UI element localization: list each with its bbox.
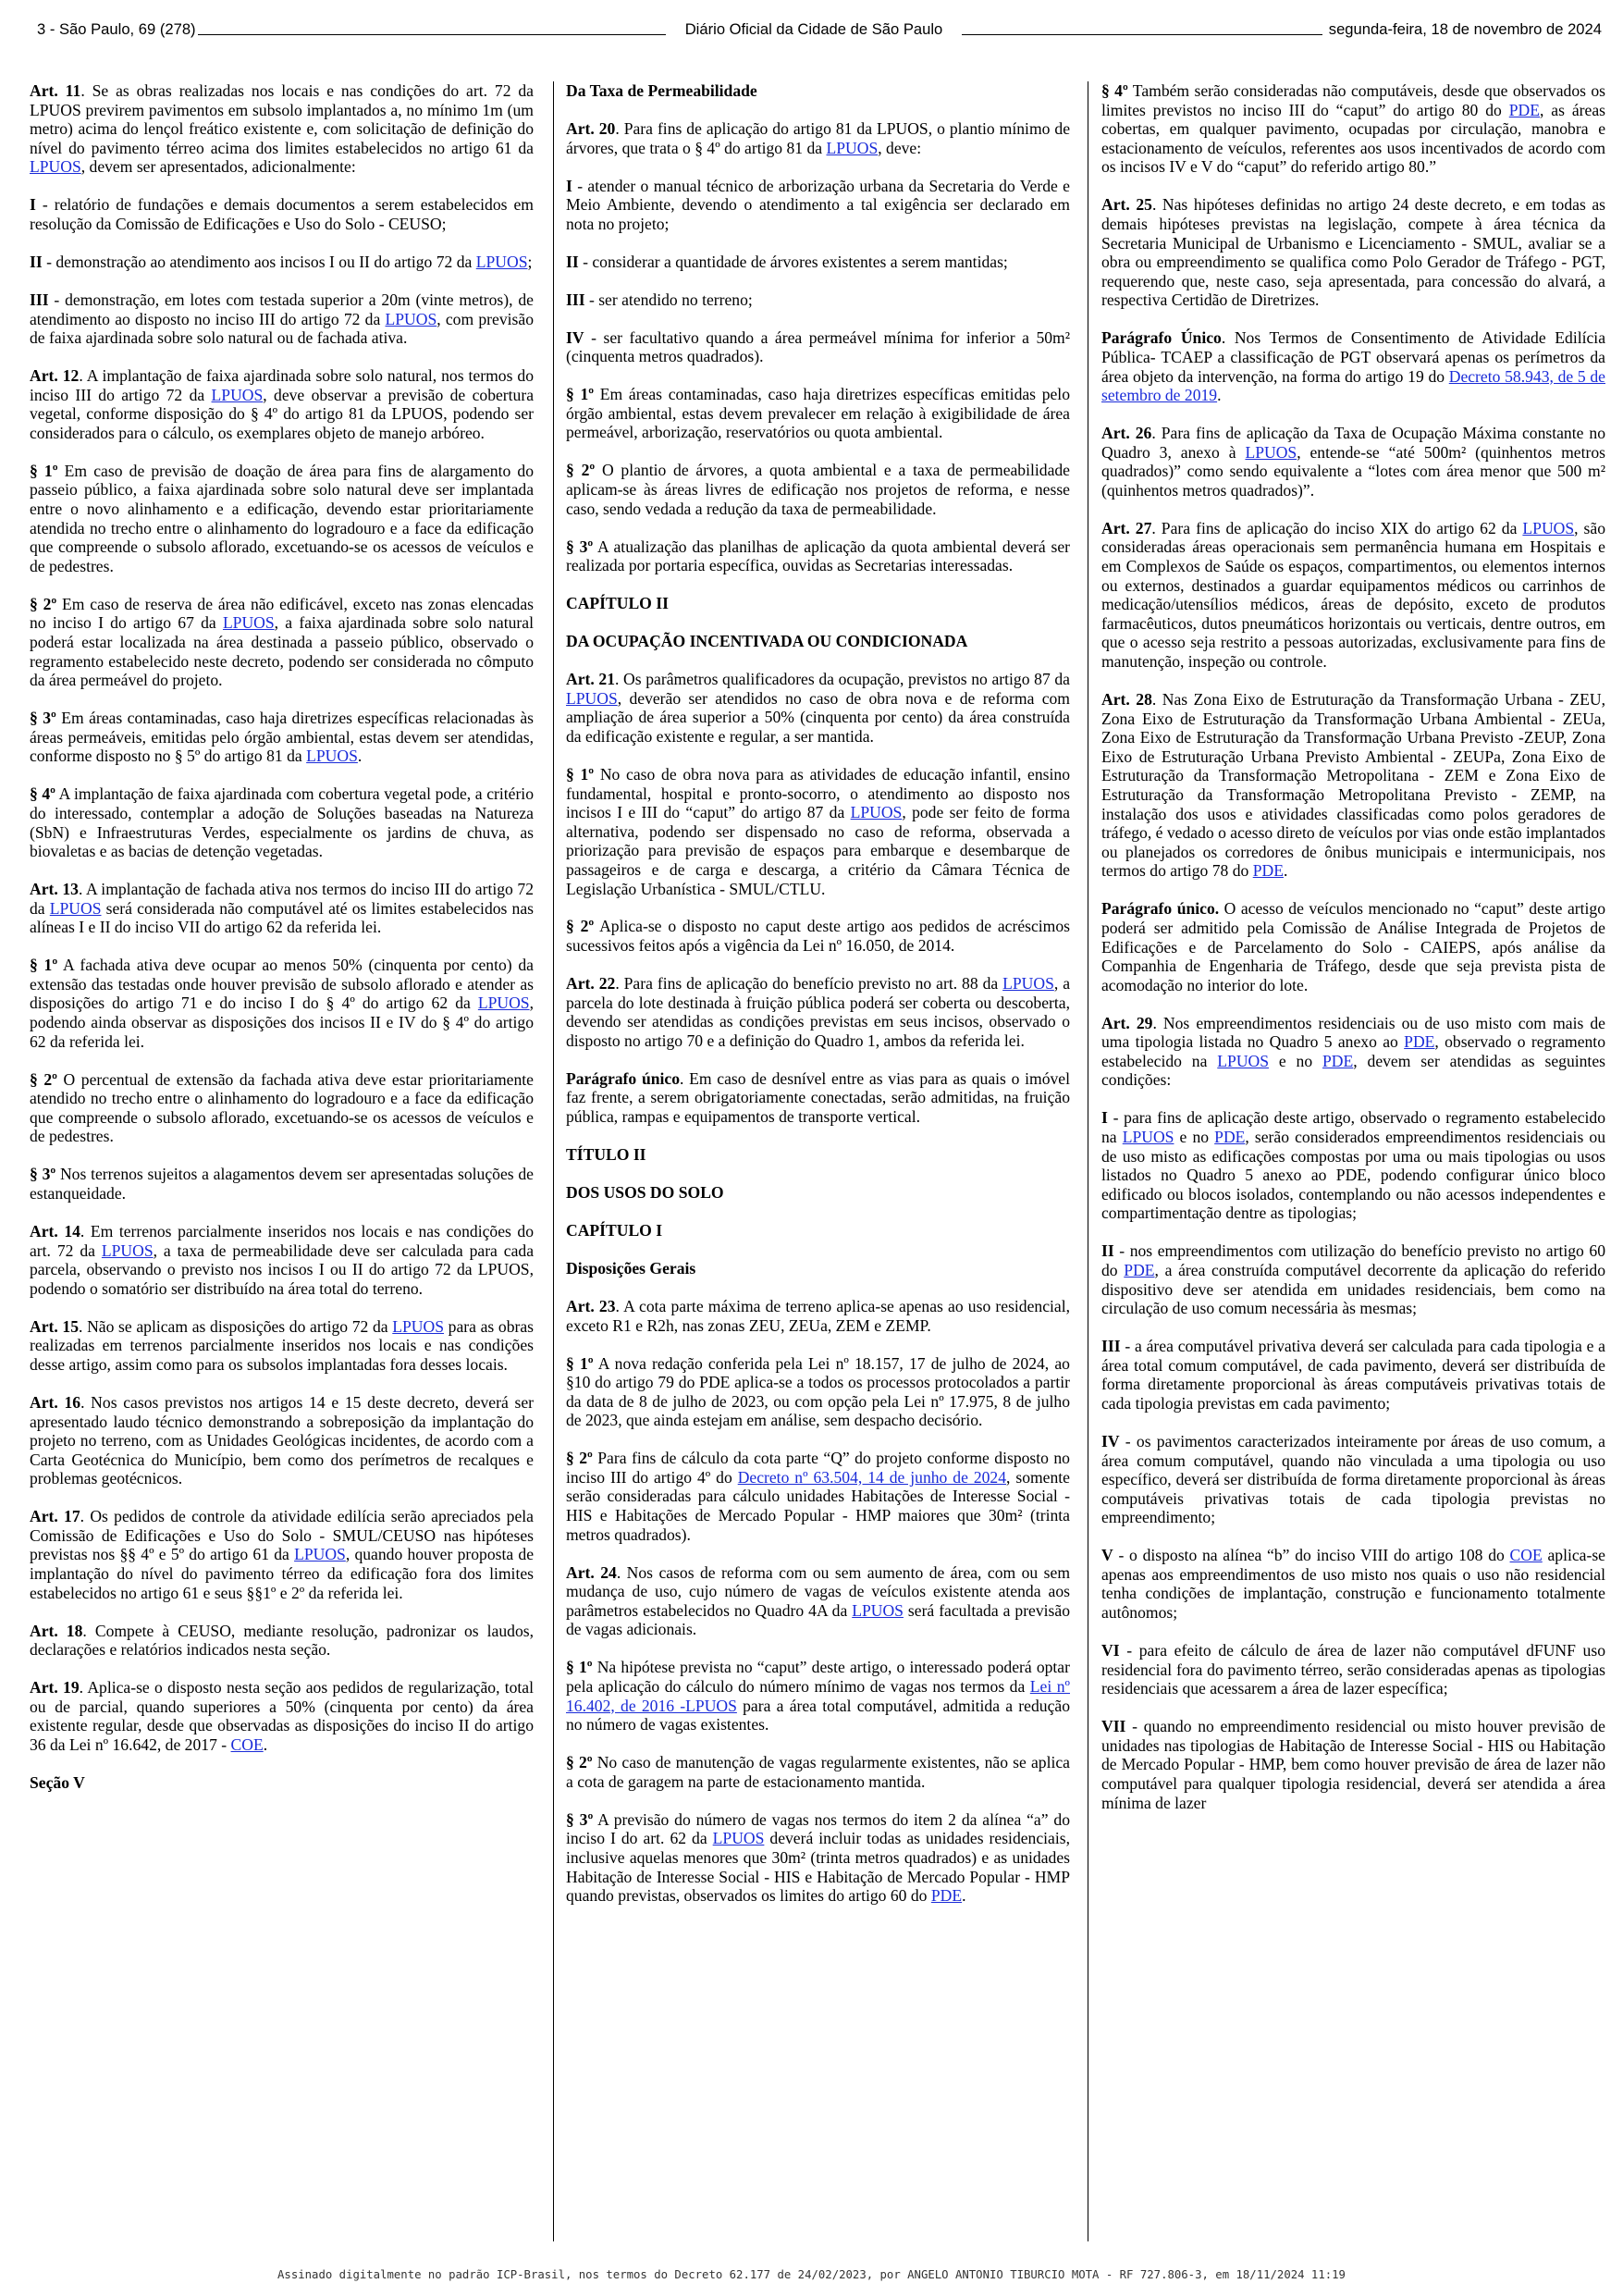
section-heading: DA OCUPAÇÃO INCENTIVADA OU CONDICIONADA xyxy=(566,632,968,651)
law-reference-link[interactable]: Decreto 58.943, de 5 de setembro de 2019 xyxy=(1101,366,1605,405)
paragraph-text: . Para fins de aplicação do inciso XIX do artigo 62 da xyxy=(1151,518,1523,537)
law-reference-link[interactable]: LPUOS xyxy=(475,252,528,271)
law-reference-link[interactable]: LPUOS xyxy=(1522,518,1575,537)
paragraph-text: , com previsão de faixa ajardinada sobre solo natural ou de fachada ativa. xyxy=(30,309,534,348)
section-heading: CAPÍTULO II xyxy=(566,594,669,613)
article-paragraph xyxy=(566,253,1070,272)
paragraph-text: O plantio de árvores, a quota ambiental e a taxa de permeabilidade aplicam-se às áreas livres de edificação nos projetos de reforma, e nesse caso, sendo vedada a redução da taxa de permeabilidade. xyxy=(566,461,1070,518)
article-paragraph xyxy=(30,462,534,576)
law-reference-link[interactable]: LPUOS xyxy=(1217,1051,1270,1070)
law-reference-link[interactable]: LPUOS xyxy=(222,613,275,633)
law-reference-link[interactable]: Decreto nº 63.504, 14 de junho de 2024 xyxy=(737,1467,1007,1487)
paragraph-text: , deve observar a previsão de cobertura vegetal, conforme disposição do § 4º do artigo 81 da LPUOS, podendo ser considerados para o cálculo, os exemplares objeto de manejo arbóreo. xyxy=(30,385,534,442)
law-reference-link[interactable]: LPUOS xyxy=(392,1316,444,1336)
paragraph-text: Aplica-se o disposto no caput deste artigo aos pedidos de acréscimos sucessivos feitos após a vigência da Lei nº 16.050, de 2014. xyxy=(566,917,1070,956)
paragraph-text: , as áreas cobertas, em qualquer pavimento, ocupadas por circulação, manobra e estacionamento de veículos, referentes aos usos incentivados de acordo com os incisos IV e V do “caput” do referido artigo 80.” xyxy=(1101,100,1605,177)
paragraph-text: O percentual de extensão da fachada ativa deve estar prioritariamente atendido no trecho entre o alinhamento do logradouro e a face da edificação que compreende o subsolo aflorado, excetuando-se os acessos de veículos e de pedestres. xyxy=(30,1069,534,1146)
paragraph-text: . Os pedidos de controle da atividade edilícia serão apreciados pela Comissão de Edificações e Uso do Solo - SMUL/CEUSO nas hipóteses previstas nos §§ 4º e 5º do artigo 61 da xyxy=(30,1507,534,1564)
article-paragraph xyxy=(1101,1717,1605,1812)
article-number: § 2º xyxy=(30,1069,57,1089)
section-heading: CAPÍTULO I xyxy=(566,1220,663,1240)
article-paragraph xyxy=(566,119,1070,157)
paragraph-text: - a área computável privativa deverá ser calculada para cada tipologia e a área total comum computável, de cada pavimento, deverá ser distribuída de forma diretamente proporcional às áreas computáveis privativas totais de cada tipologia previstas em cada pavimento; xyxy=(1101,1337,1605,1413)
section-heading: DOS USOS DO SOLO xyxy=(566,1182,724,1202)
article-paragraph xyxy=(1101,81,1605,177)
article-paragraph xyxy=(566,974,1070,1050)
article-number: Art. 14 xyxy=(30,1221,80,1241)
article-number: Parágrafo único. xyxy=(1101,899,1220,919)
paragraph-text: . A implantação de fachada ativa nos termos do inciso III do artigo 72 da xyxy=(30,880,534,918)
law-reference-link[interactable]: LPUOS xyxy=(306,747,358,766)
paragraph-text: A fachada ativa deve ocupar ao menos 50% (cinquenta por cento) da extensão das testadas onde houver previsão de subsolo aflorado e atender as disposições do artigo 71 e do inciso I do § 4º do artigo 62 da xyxy=(30,956,534,1013)
paragraph-text: , deve: xyxy=(878,138,922,157)
article-paragraph xyxy=(30,709,534,766)
article-number: Art. 19 xyxy=(30,1678,80,1697)
article-paragraph xyxy=(1101,690,1605,881)
article-paragraph xyxy=(566,1069,1070,1127)
article-paragraph xyxy=(1101,899,1605,994)
article-number: § 2º xyxy=(566,1753,593,1772)
paragraph-text: Em caso de reserva de área não edificável, exceto nas zonas elencadas no inciso I do artigo 67 da xyxy=(30,594,534,633)
article-number: Art. 23 xyxy=(566,1296,616,1315)
paragraph-text: e no xyxy=(1269,1051,1323,1070)
law-reference-link[interactable]: PDE xyxy=(1322,1051,1354,1070)
article-number: I xyxy=(566,176,572,195)
article-number: Art. 24 xyxy=(566,1562,617,1582)
header-date: segunda-feira, 18 de novembro de 2024 xyxy=(1327,19,1602,41)
law-reference-link[interactable]: LPUOS xyxy=(294,1545,346,1564)
article-paragraph xyxy=(1101,1014,1605,1090)
article-number: IV xyxy=(566,327,584,347)
article-paragraph xyxy=(30,1222,534,1298)
article-number: Art. 28 xyxy=(1101,689,1152,709)
law-reference-link[interactable]: LPUOS xyxy=(211,385,264,404)
article-number: Art. 20 xyxy=(566,118,616,138)
article-number: Art. 17 xyxy=(30,1507,80,1526)
law-reference-link[interactable]: PDE xyxy=(1252,861,1284,881)
law-reference-link[interactable]: LPUOS xyxy=(850,803,903,822)
paragraph-text: Em áreas contaminadas, caso haja diretrizes específicas emitidas pelo órgão ambiental, estas devem prevalecer em relação à exigibilidade de área permeável, arborização, reservatórios ou quota ambiental. xyxy=(566,385,1070,442)
article-number: Art. 27 xyxy=(1101,518,1152,537)
article-paragraph xyxy=(566,670,1070,746)
article-paragraph xyxy=(566,1658,1070,1734)
paragraph-text: para as obras realizadas em terrenos parcialmente inseridos nos locais e nas condições desse artigo, assim como para os subsolos implantadas fora desses locais. xyxy=(30,1316,534,1374)
law-reference-link[interactable]: PDE xyxy=(1124,1260,1155,1279)
paragraph-text: . Em terrenos parcialmente inseridos nos locais e nas condições do art. 72 da xyxy=(30,1221,534,1260)
article-number: Art. 18 xyxy=(30,1621,83,1640)
paragraph-text: . Não se aplicam as disposições do artigo 72 da xyxy=(79,1316,393,1336)
paragraph-text: , são consideradas áreas operacionais sem permanência humana em Hospitais e em Complexos de Saúde os espaços, compartimentos, ou elementos internos ou externos, destinados a guardar equipamentos médicos ou carrinhos de medicação/utensílios médicos, áreas de depósito, exceto de produtos farmacêuticos, dutos pneumáticos horizontais ou verticais, dentre outros, em que o acesso seja restrito a pessoas autorizadas, exclusivamente para fins de manutenção, inspeção ou controle. xyxy=(1101,518,1605,671)
article-number: Art. 15 xyxy=(30,1316,80,1336)
article-paragraph xyxy=(566,290,1070,310)
paragraph-text: , serão considerados empreendimentos residenciais ou de uso misto as edificações compostas por uma ou mais tipologias ou usos listados no Quadro 5 anexo ao PDE, podendo configurar único bloco edificado ou blocos isolados, contemplando ou não acessos independentes e compartimentação dentre as tipologias; xyxy=(1101,1128,1605,1223)
paragraph-text: Em áreas contaminadas, caso haja diretrizes específicas relacionadas às áreas permeáveis, emitidas pelo órgão ambiental, estas devem ser atendidas, conforme disposto no § 5º do artigo 81 da xyxy=(30,709,534,766)
article-number: § 3º xyxy=(566,1809,594,1829)
paragraph-text: . Para fins de aplicação do benefício previsto no art. 88 da xyxy=(615,974,1003,994)
article-number: I xyxy=(1101,1108,1108,1128)
digital-signature-footer: Assinado digitalmente no padrão ICP-Brasil, nos termos do Decreto 62.177 de 24/02/2023, por ANGELO ANTONIO TIBURCIO MOTA - RF 727.806-3, em 18/11/2024 11:19 xyxy=(277,2268,1346,2281)
paragraph-text: A implantação de faixa ajardinada com cobertura vegetal pode, a critério do interessado, contemplar a adoção de Soluções baseadas na Natureza (SbN) e Infraestruturas Verdes, especialmente os jardins de chuva, as biovaletas e as bacias de detenção vegetadas. xyxy=(30,784,534,861)
article-number: Art. 25 xyxy=(1101,195,1152,215)
article-number: VII xyxy=(1101,1717,1126,1736)
law-reference-link[interactable]: LPUOS xyxy=(712,1829,765,1848)
law-reference-link[interactable]: LPUOS xyxy=(385,309,437,328)
article-number: § 1º xyxy=(30,461,58,480)
article-number: § 1º xyxy=(566,764,595,784)
article-number: III xyxy=(1101,1337,1121,1356)
article-number: Parágrafo único xyxy=(566,1068,681,1088)
article-paragraph xyxy=(1101,1108,1605,1223)
article-paragraph xyxy=(30,880,534,937)
paragraph-text: , podendo ainda observar as disposições dos incisos II e IV do § 4º do artigo 62 da referida lei. xyxy=(30,994,534,1051)
article-number: Art. 12 xyxy=(30,366,80,386)
article-number: Art. 16 xyxy=(30,1392,81,1412)
article-paragraph xyxy=(30,1317,534,1375)
law-reference-link[interactable]: LPUOS xyxy=(30,157,81,177)
paragraph-text: - nos empreendimentos com utilização do benefício previsto no artigo 60 do xyxy=(1101,1241,1605,1279)
article-number: Art. 22 xyxy=(566,974,616,994)
article-number: IV xyxy=(1101,1431,1120,1450)
article-paragraph xyxy=(566,537,1070,575)
article-paragraph xyxy=(1101,1546,1605,1622)
paragraph-text: . xyxy=(1217,386,1222,405)
paragraph-text: , somente serão consideradas para cálculo unidades Habitações de Interesse Social - HIS e Habitações de Mercado Popular - HMP maiores que 30m² (trinta metros quadrados). xyxy=(566,1467,1070,1544)
article-number: Art. 26 xyxy=(1101,424,1152,443)
article-paragraph xyxy=(30,595,534,690)
law-reference-link[interactable]: COE xyxy=(230,1735,264,1754)
article-number: Art. 11 xyxy=(30,81,81,100)
section-heading: TÍTULO II xyxy=(566,1145,646,1164)
article-number: § 1º xyxy=(566,1658,593,1677)
article-number: § 2º xyxy=(566,461,596,480)
article-paragraph xyxy=(30,195,534,233)
article-paragraph xyxy=(1101,1641,1605,1698)
header-rule-left xyxy=(176,34,675,35)
article-paragraph xyxy=(1101,1241,1605,1317)
article-paragraph xyxy=(30,81,534,177)
paragraph-text: , a taxa de permeabilidade deve ser calculada para cada parcela, observando o previsto nos incisos I ou II do artigo 72 da LPUOS, podendo o somatório ser distribuído na área total do terreno. xyxy=(30,1241,534,1298)
paragraph-text: . Nas Zona Eixo de Estruturação da Transformação Urbana - ZEU, Zona Eixo de Estruturação da Transformação Urbana Ambiental - ZEUa, Zona Eixo de Estruturação da Transformação Urbana Previsto -ZEUP, Zona Eixo de Estruturação Urbana Previsto Ambiental - ZEUPa, Zona Eixo de Estruturação da Transformação Metropolitana - ZEM e Zona Eixo de Estruturação da Transformação Metropolitana Previsto - ZEMP, na instalação dos usos e atividades classificadas como polos geradores de tráfego, é vedado o acesso direto de veículos por vias onde estão implantados ou planejados os corredores de ônibus municipais e intermunicipais, nos termos do artigo 78 do xyxy=(1101,689,1605,881)
law-reference-link[interactable]: Lei nº 16.402, de 2016 -LPUOS xyxy=(566,1677,1070,1715)
article-number: II xyxy=(566,252,579,271)
paragraph-text: . Nos casos de reforma com ou sem aumento de área, com ou sem mudança de uso, cujo número de vagas de veículos existente atenda aos parâmetros estabelecidos no Quadro 4A da xyxy=(566,1562,1070,1620)
article-number: § 3º xyxy=(30,1165,56,1184)
text-column-2 xyxy=(566,81,1070,2251)
law-reference-link[interactable]: LPUOS xyxy=(101,1241,154,1260)
paragraph-text: - quando no empreendimento residencial ou misto houver previsão de unidades nas tipologias de Habitação de Interesse Social - HIS ou Habitação de Mercado Popular - HMP, bem como houver previsão de área de lazer não computável para qualquer tipologia residencial, deverá ser atendida a área mínima de lazer xyxy=(1101,1717,1605,1812)
article-paragraph xyxy=(30,253,534,272)
paragraph-text: - demonstração, em lotes com testada superior a 20m (vinte metros), de atendimento ao disposto no inciso III do artigo 72 da xyxy=(30,290,534,328)
article-paragraph xyxy=(566,461,1070,518)
column-divider xyxy=(553,81,554,2241)
article-number: Art. 13 xyxy=(30,880,79,899)
paragraph-text: - os pavimentos caracterizados inteiramente por áreas de uso comum, a área comum computável, quando não vinculada a uma tipologia ou uso específico, deverá ser distribuída de forma diretamente proporcional às áreas computáveis privativas totais de cada tipologia previstas no empreendimento; xyxy=(1101,1431,1605,1527)
paragraph-text: . Em caso de desnível entre as vias para as quais o imóvel faz frente, a serem obrigatoriamente conectadas, serão admitidas, na fruição pública, rampas e equipamentos de transporte vertical. xyxy=(566,1068,1070,1127)
paragraph-text: . Para fins de aplicação do artigo 81 da LPUOS, o plantio mínimo de árvores, que trata o § 4º do artigo 81 da xyxy=(566,118,1070,157)
paragraph-text: - demonstração ao atendimento aos incisos I ou II do artigo 72 da xyxy=(42,252,476,271)
text-column-1 xyxy=(30,81,534,2251)
paragraph-text: - considerar a quantidade de árvores existentes a serem mantidas; xyxy=(578,252,1008,271)
article-paragraph xyxy=(30,1507,534,1602)
paragraph-text: - atender o manual técnico de arborização urbana da Secretaria do Verde e Meio Ambiente, devendo o atendimento a tal exigência ser declarado em nota no projeto; xyxy=(566,176,1070,233)
paragraph-text: . xyxy=(962,1886,966,1906)
paragraph-text: - para efeito de cálculo de área de lazer não computável dFUNF uso residencial fora do pavimento térreo, serão consideradas apenas as tipologias residenciais que acessarem a área de lazer específica; xyxy=(1101,1641,1605,1698)
text-column-3 xyxy=(1101,81,1605,2251)
law-reference-link[interactable]: LPUOS xyxy=(826,138,879,157)
law-reference-link[interactable]: LPUOS xyxy=(1245,442,1297,462)
paragraph-text: A nova redação conferida pela Lei nº 18.157, 17 de julho de 2024, ao §10 do artigo 79 do PDE aplica-se a todos os processos protocolados a partir da data de 8 de julho de 2023, ou com opção pela Lei nº 17.975, 8 de julho de 2023, que ainda estejam em análise, sem despacho decisório. xyxy=(566,1353,1070,1430)
paragraph-text: - relatório de fundações e demais documentos a serem estabelecidos em resolução da Comissão de Edificações e Uso do Solo - CEUSO; xyxy=(30,195,534,233)
article-number: VI xyxy=(1101,1641,1120,1660)
paragraph-text: , a parcela do lote destinada à fruição pública poderá ser coberta ou descoberta, devendo ser atendidas as condições previstas em seus incisos, observado o disposto no artigo 70 e a definição do Quadro 1, ambos da referida lei. xyxy=(566,974,1070,1050)
article-number: II xyxy=(1101,1241,1114,1261)
law-reference-link[interactable]: PDE xyxy=(1508,100,1540,119)
header-publication-title: Diário Oficial da Cidade de São Paulo xyxy=(666,19,962,41)
article-number: I xyxy=(30,195,36,215)
article-paragraph xyxy=(30,956,534,1051)
paragraph-text: , deverão ser atendidos no caso de obra nova e de reforma com ampliação de área superior a 50% (cinquenta por cento) da área construída da edificação existente e regular, a ser mantida. xyxy=(566,688,1070,746)
article-paragraph xyxy=(566,177,1070,234)
article-paragraph xyxy=(30,1622,534,1660)
article-paragraph xyxy=(566,385,1070,442)
article-number: § 2º xyxy=(566,917,595,936)
law-reference-link[interactable]: PDE xyxy=(930,1886,963,1906)
article-paragraph xyxy=(566,765,1070,898)
article-paragraph xyxy=(566,1753,1070,1791)
paragraph-text: Nos terrenos sujeitos a alagamentos devem ser apresentadas soluções de estanqueidade. xyxy=(30,1165,534,1203)
paragraph-text: será facultada a previsão de vagas adicionais. xyxy=(566,1600,1070,1639)
article-paragraph xyxy=(1101,424,1605,500)
paragraph-text: - o disposto na alínea “b” do inciso VIII do artigo 108 do xyxy=(1113,1546,1510,1565)
paragraph-text: , a faixa ajardinada sobre solo natural poderá estar localizada na área destinada a passeio público, observado o regramento estabelecido neste decreto, podendo ser considerada no cômputo da área permeável do projeto. xyxy=(30,613,534,690)
article-paragraph xyxy=(566,1297,1070,1335)
article-number: V xyxy=(1101,1546,1113,1565)
article-paragraph xyxy=(566,1449,1070,1544)
paragraph-text: ; xyxy=(527,252,533,271)
law-reference-link[interactable]: LPUOS xyxy=(1122,1128,1174,1147)
article-paragraph xyxy=(30,1165,534,1203)
paragraph-text: . Compete à CEUSO, mediante resolução, padronizar os laudos, declarações e relatórios indicados nesta seção. xyxy=(30,1621,534,1660)
article-paragraph xyxy=(566,917,1070,955)
law-reference-link[interactable]: LPUOS xyxy=(566,688,618,708)
paragraph-text: . A implantação de faixa ajardinada sobre solo natural, nos termos do inciso III do artigo 72 da xyxy=(30,366,534,404)
article-number: § 2º xyxy=(566,1449,593,1468)
article-paragraph xyxy=(30,1678,534,1754)
paragraph-text: Em caso de previsão de doação de área para fins de alargamento do passeio público, a faixa ajardinada sobre solo natural deve ser implantada entre o novo alinhamento e a edificação, devendo estar prioritariamente atendida no trecho entre o alinhamento do logradouro e a face da edificação que compreende o subsolo aflorado, excetuando-se os acessos de veículos e de pedestres. xyxy=(30,461,534,575)
paragraph-text: . xyxy=(357,747,363,766)
page-header xyxy=(37,19,1602,41)
paragraph-text: - para fins de aplicação deste artigo, observado o regramento estabelecido na xyxy=(1101,1108,1605,1147)
article-number: Art. 21 xyxy=(566,670,616,689)
article-paragraph xyxy=(566,328,1070,366)
paragraph-text: . xyxy=(1283,861,1288,881)
paragraph-text: para a área total computável, admitida a redução no número de vagas existentes. xyxy=(566,1696,1070,1734)
paragraph-text: deverá incluir todas as unidades residenciais, inclusive aquelas menores que 30m² (trinta metros quadrados) e as unidades Habitação de Interesse Social - HIS e Habitação de Mercado Popular - HMP quando previstas, observados os limites do artigo 60 do xyxy=(566,1829,1070,1906)
article-paragraph xyxy=(566,1563,1070,1639)
header-edition: 3 - São Paulo, 69 (278) xyxy=(37,19,198,41)
article-number: III xyxy=(30,290,49,309)
paragraph-text: será considerada não computável até os limites estabelecidos nas alíneas I e II do inciso VII do artigo 62 da referida lei. xyxy=(30,898,534,937)
paragraph-text: , devem ser atendidas as seguintes condições: xyxy=(1101,1051,1605,1090)
article-paragraph xyxy=(1101,1337,1605,1413)
article-number: III xyxy=(566,290,585,309)
paragraph-text: A previsão do número de vagas nos termos do item 2 da alínea “a” do inciso I do art. 62 da xyxy=(566,1809,1070,1848)
paragraph-text: No caso de manutenção de vagas regularmente existentes, não se aplica a cota de garagem na parte de estacionamento mantida. xyxy=(566,1753,1070,1791)
section-heading: Da Taxa de Permeabilidade xyxy=(566,81,757,100)
article-number: § 1º xyxy=(30,956,58,975)
article-number: § 1º xyxy=(566,385,595,404)
law-reference-link[interactable]: LPUOS xyxy=(852,1600,904,1620)
article-number: § 1º xyxy=(566,1353,594,1373)
law-reference-link[interactable]: LPUOS xyxy=(1002,974,1054,994)
paragraph-text: - ser atendido no terreno; xyxy=(584,290,753,309)
paragraph-text: , devem ser apresentados, adicionalmente: xyxy=(80,157,356,177)
article-paragraph xyxy=(1101,328,1605,404)
law-reference-link[interactable]: LPUOS xyxy=(49,898,102,918)
law-reference-link[interactable]: COE xyxy=(1509,1546,1543,1565)
paragraph-text: , quando houver proposta de implantação do nível do pavimento térreo da edificação fora dos limites estabelecidos no artigo 61 e seus §§1º e 2º da referida lei. xyxy=(30,1545,534,1602)
paragraph-text: A atualização das planilhas de aplicação da quota ambiental deverá ser realizada por portaria específica, ouvidas as Secretarias interessadas. xyxy=(566,537,1070,575)
section-heading: Seção V xyxy=(30,1772,85,1792)
article-number: § 3º xyxy=(566,537,594,556)
paragraph-text: . xyxy=(263,1735,268,1754)
article-paragraph xyxy=(30,1070,534,1146)
law-reference-link[interactable]: PDE xyxy=(1404,1032,1435,1052)
paragraph-text: . Se as obras realizadas nos locais e nas condições do art. 72 da LPUOS previrem pavimentos em subsolo implantados a, no mínimo 1m (um metro) acima do lençol freático existente e, com solicitação de definição do nível do pavimento térreo acima dos limites estabelecidos no artigo 61 da xyxy=(30,81,534,157)
article-number: II xyxy=(30,252,43,271)
paragraph-text: , a área construída computável decorrente da aplicação do referido dispositivo deve ser atendida em unidades residenciais, bem como na circulação de uso comum necessária às mesmas; xyxy=(1101,1260,1605,1318)
paragraph-text: . Os parâmetros qualificadores da ocupação, previstos no artigo 87 da xyxy=(615,670,1070,689)
law-reference-link[interactable]: LPUOS xyxy=(477,994,530,1013)
paragraph-text: , observado o regramento estabelecido na xyxy=(1101,1032,1605,1070)
header-rule-right xyxy=(953,34,1322,35)
paragraph-text: . Para fins de aplicação da Taxa de Ocupação Máxima constante no Quadro 3, anexo à xyxy=(1101,424,1605,462)
article-paragraph xyxy=(30,1393,534,1488)
paragraph-text: Para fins de cálculo da cota parte “Q” do projeto conforme disposto no inciso III do artigo 4º do xyxy=(566,1449,1070,1487)
paragraph-text: . Nos empreendimentos residenciais ou de uso misto com mais de uma tipologia listada no Quadro 5 anexo ao xyxy=(1101,1013,1605,1052)
article-paragraph xyxy=(566,1810,1070,1906)
article-number: § 3º xyxy=(30,709,56,728)
article-paragraph xyxy=(30,784,534,860)
paragraph-text: . A cota parte máxima de terreno aplica-se apenas ao uso residencial, exceto R1 e R2h, nas zonas ZEU, ZEUa, ZEM e ZEMP. xyxy=(566,1296,1070,1335)
law-reference-link[interactable]: PDE xyxy=(1214,1128,1246,1147)
paragraph-text: No caso de obra nova para as atividades de educação infantil, ensino fundamental, hospital e pronto-socorro, o atendimento ao disposto nos incisos I e III do “caput” do artigo 87 da xyxy=(566,764,1070,822)
article-paragraph xyxy=(1101,195,1605,310)
article-paragraph xyxy=(30,366,534,442)
paragraph-text: . Aplica-se o disposto nesta seção aos pedidos de regularização, total ou de parcial, quando superiores a 50% (cinquenta por cento) da área existente regular, desde que observadas as disposições do inciso II do artigo 36 da Lei nº 16.642, de 2017 - xyxy=(30,1678,534,1754)
section-heading: Disposições Gerais xyxy=(566,1258,696,1278)
paragraph-text: . Nos Termos de Consentimento de Atividade Edilícia Pública- TCAEP a classificação de PGT observará apenas os perímetros da área objeto da intervenção, na forma do artigo 19 do xyxy=(1101,328,1605,386)
article-number: § 2º xyxy=(30,594,57,613)
paragraph-text: e no xyxy=(1174,1128,1215,1147)
article-paragraph xyxy=(566,1354,1070,1430)
paragraph-text: , entende-se “até 500m² (quinhentos metros quadrados)” como sendo equivalente a “lotes com área menor que 500 m² (quinhentos metros quadrados)”. xyxy=(1101,442,1605,500)
article-number: Art. 29 xyxy=(1101,1013,1153,1032)
article-number: § 4º xyxy=(30,784,55,804)
article-paragraph xyxy=(30,290,534,348)
article-number: § 4º xyxy=(1101,81,1128,100)
article-number: Parágrafo Único xyxy=(1101,328,1222,348)
paragraph-text: Na hipótese prevista no “caput” deste artigo, o interessado poderá optar pela aplicação do cálculo do número mínimo de vagas nos termos da xyxy=(566,1658,1070,1696)
paragraph-text: aplica-se apenas aos empreendimentos de uso misto nos quais o uso não residencial tenha condições de implantação, construção e funcionamento totalmente autônomos; xyxy=(1101,1546,1605,1623)
paragraph-text: . Nas hipóteses definidas no artigo 24 deste decreto, e em todas as demais hipóteses previstas na legislação, compete à área técnica da Secretaria Municipal de Urbanismo e Licenciamento - SMUL, avaliar se a obra ou empreendimento se qualifica como Polo Gerador de Tráfego - PGT, requerendo que, neste caso, seja apresentada, para concessão do alvará, a respectiva Certidão de Diretrizes. xyxy=(1101,195,1605,310)
paragraph-text: , pode ser feito de forma alternativa, podendo ser dispensado no caso de reforma, observada a priorização para previsão de espaços para embarque e desembarque de passageiros e de carga e descarga, a critério da Câmara Técnica de Legislação Urbanística - SMUL/CTLU. xyxy=(566,803,1070,898)
article-paragraph xyxy=(1101,519,1605,672)
paragraph-text: - ser facultativo quando a área permeável mínima for inferior a 50m² (cinquenta metros quadrados). xyxy=(566,327,1070,366)
article-paragraph xyxy=(1101,1432,1605,1527)
paragraph-text: . Nos casos previstos nos artigos 14 e 15 deste decreto, deverá ser apresentado laudo técnico demonstrando a sobreposição da implantação do projeto no terreno, com as Unidades Geológicas incidentes, de acordo com a Carta Geotécnica do Município, bem como dos perímetros de recalques e problemas geotécnicos. xyxy=(30,1392,534,1488)
paragraph-text: O acesso de veículos mencionado no “caput” deste artigo poderá ser admitido pela Comissão de Análise Integrada de Projetos de Edificações e de Parcelamento do Solo - CAIEPS, após análise da Companhia de Engenharia de Tráfego, desde que seja prevista pista de acomodação no interior do lote. xyxy=(1101,899,1605,994)
paragraph-text: Também serão consideradas não computáveis, desde que observados os limites previstos no inciso III do “caput” do artigo 80 do xyxy=(1101,81,1605,119)
